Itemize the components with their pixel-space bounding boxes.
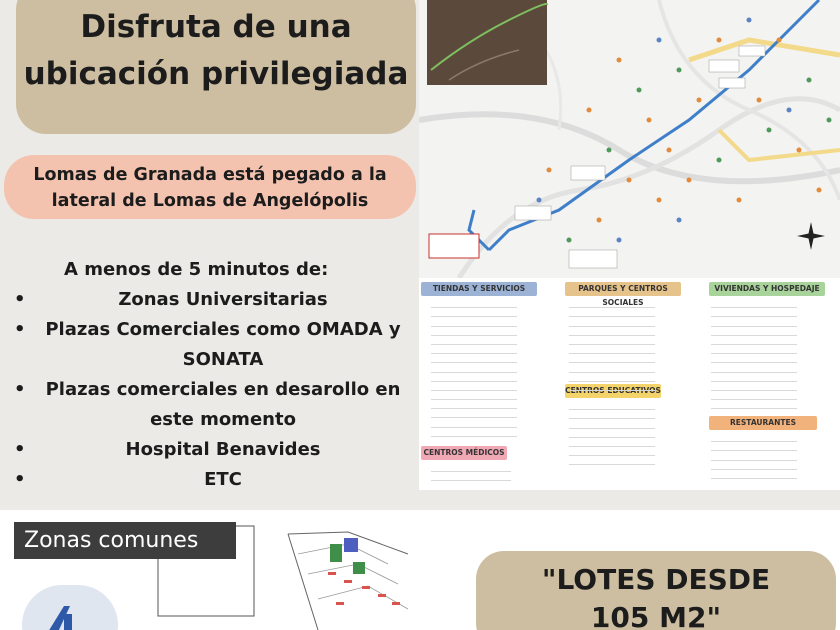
logo-icon — [46, 604, 82, 630]
legend-list-medicos — [431, 464, 511, 482]
legend-list-tiendas — [431, 300, 517, 438]
list-item: • Plazas Comerciales como OMADA y SONATA — [14, 315, 418, 375]
lots-size-text: "LOTES DESDE 105 M2" — [541, 563, 771, 630]
map-legend — [419, 278, 840, 490]
legend-list-parques — [569, 300, 655, 392]
legend-list-viviendas — [711, 300, 797, 410]
map-graphic — [419, 0, 840, 278]
page-title: Disfruta de una ubicación privilegiada — [23, 9, 409, 92]
list-item: • Zonas Universitarias — [14, 285, 418, 315]
list-item: • ETC — [14, 465, 418, 495]
nearby-list — [14, 285, 418, 495]
legend-header-tiendas: TIENDAS Y SERVICIOS — [421, 282, 537, 296]
legend-header-educativos: CENTROS EDUCATIVOS — [565, 384, 661, 398]
satellite-inset — [427, 0, 547, 85]
bullet-icon: • — [14, 289, 26, 310]
list-item: • Plazas comerciales en desarollo en este momento — [14, 375, 418, 435]
location-note: Lomas de Granada está pegado a la lateral de Lomas de Angelópolis — [33, 165, 387, 211]
location-map — [419, 0, 840, 278]
bullet-icon: • — [14, 469, 26, 490]
bullet-icon: • — [14, 379, 26, 400]
legend-list-restaurantes — [711, 434, 797, 480]
legend-header-restaurantes: RESTAURANTES — [709, 416, 817, 430]
legend-header-medicos: CENTROS MÉDICOS — [421, 446, 507, 460]
legend-header-parques: PARQUES Y CENTROS SOCIALES — [565, 282, 681, 296]
common-areas-label: Zonas comunes — [14, 522, 236, 559]
legend-header-viviendas: VIVIENDAS Y HOSPEDAJE — [709, 282, 825, 296]
legend-list-educativos — [569, 402, 655, 466]
bullet-icon: • — [14, 319, 26, 340]
list-item: • Hospital Benavides — [14, 435, 418, 465]
bullet-icon: • — [14, 439, 26, 460]
distance-subtitle: A menos de 5 minutos de: — [64, 259, 329, 280]
